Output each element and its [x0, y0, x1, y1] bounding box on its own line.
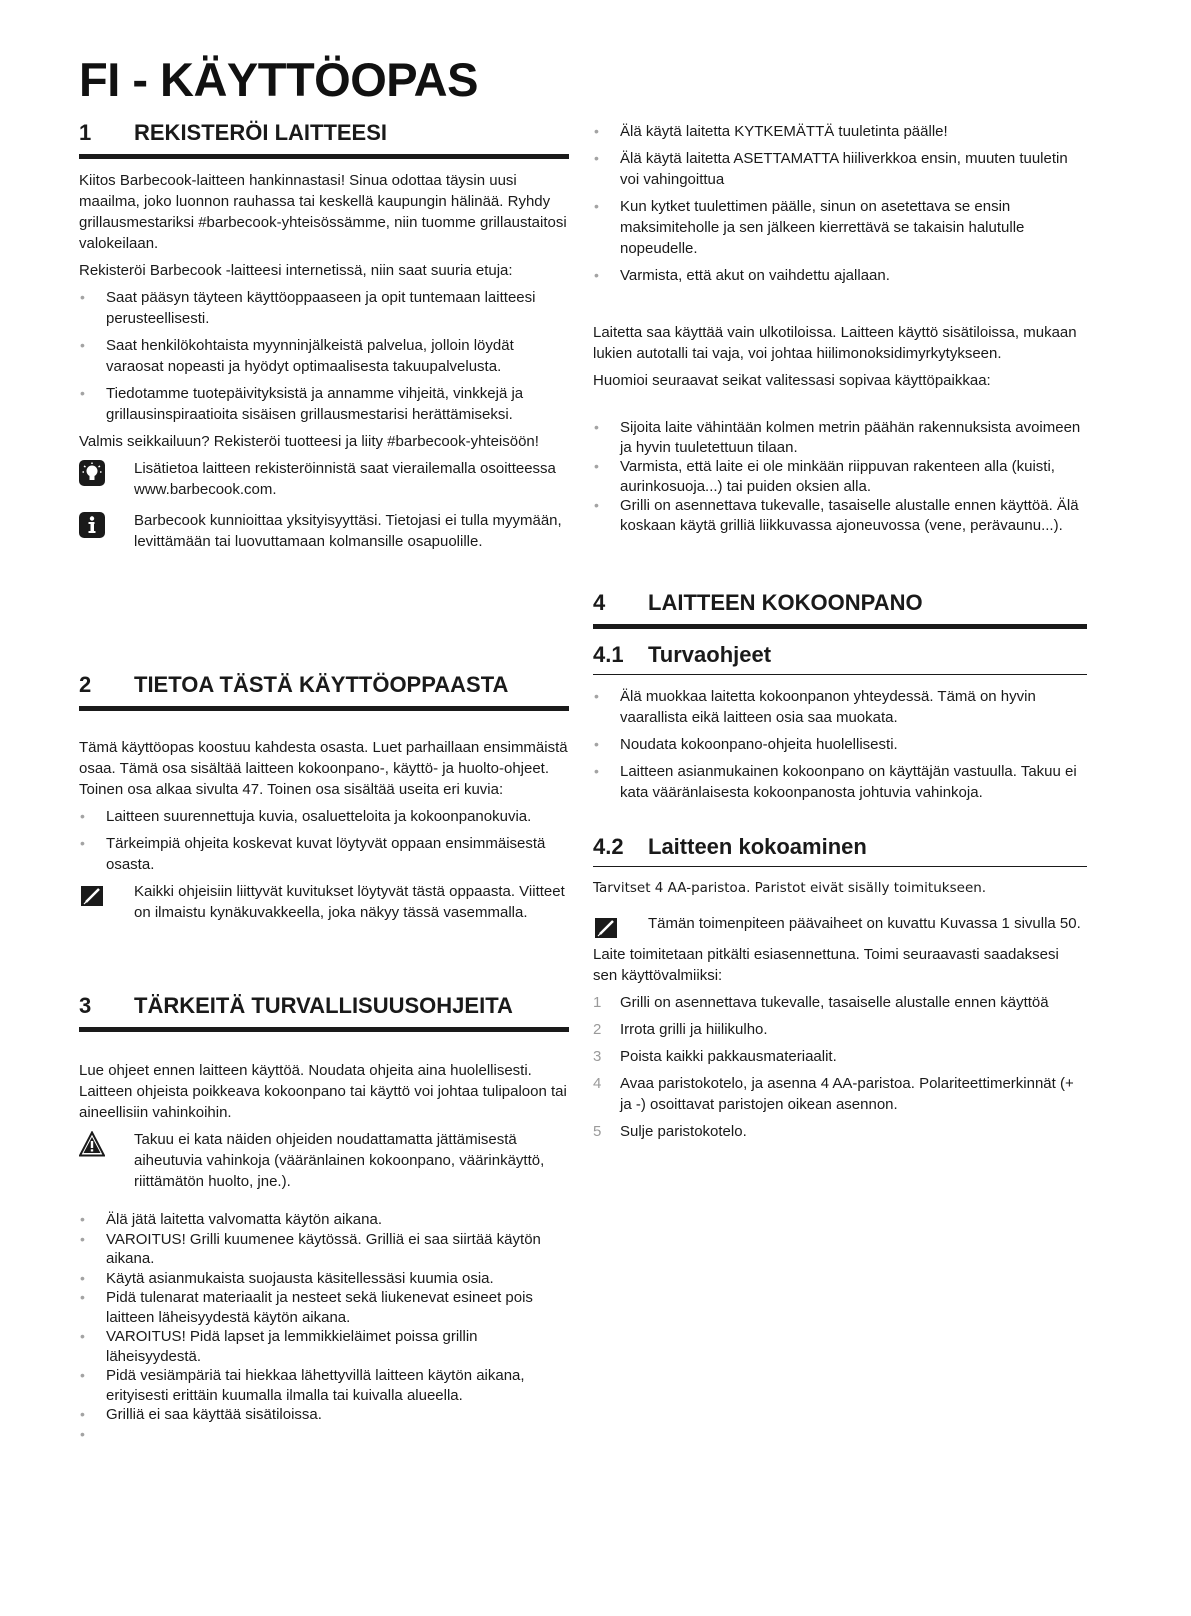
- section-3-title: TÄRKEITÄ TURVALLISUUSOHJEITA: [134, 993, 513, 1018]
- list-item: • Laitteen suurennettuja kuvia, osaluetteloita ja kokoonpanokuvia.: [79, 806, 569, 827]
- benefits-list: [79, 287, 569, 425]
- tip-note-text: Lisätietoa laitteen rekisteröinnistä saat vierailemalla osoitteessa www.barbecook.com.: [134, 460, 556, 498]
- list-item: • Tärkeimpiä ohjeita koskevat kuvat löytyvät oppaan ensimmäisestä osasta.: [79, 833, 569, 875]
- location-list-wrap: [593, 418, 1087, 541]
- list-item: • Älä käytä laitetta KYTKEMÄTTÄ tuuletinta päälle!: [593, 121, 1087, 142]
- section-1-heading: 1 REKISTERÖI LAITTEESI: [79, 120, 569, 159]
- list-item: • VAROITUS! Pidä lapset ja lemmikkieläimet poissa grillin läheisyydestä.: [79, 1327, 569, 1366]
- batteries-note: Tarvitset 4 AA-paristoa. Paristot eivät sisälly toimitukseen.: [593, 880, 987, 896]
- warranty-warning: [79, 1129, 569, 1192]
- paragraph: Kiitos Barbecook-laitteen hankinnastasi! Sinua odottaa täysin uusi maailma, joko luonnon rauhassa tai keskellä kaupungin hälinää. Ryhdy grillausmestariksi #barbecook-yhteisössämme, niin tuomme grillaustaitosi valokeilaan.: [79, 172, 567, 252]
- list-item: • Älä käytä laitetta ASETTAMATTA hiiliverkkoa ensin, muuten tuuletin voi vahingoittua: [593, 148, 1087, 190]
- list-item: • Pidä tulenarat materiaalit ja nesteet sekä liukenevat esineet pois laitteen läheisyydestä käytön aikana.: [79, 1288, 569, 1327]
- step-item: 3 Poista kaikki pakkausmateriaalit.: [593, 1048, 837, 1065]
- fan-safety-list: [593, 121, 1087, 286]
- privacy-note-text: Barbecook kunnioittaa yksityisyyttäsi. Tietojasi ei tulla myymään, levittämään tai luovuttamaan kolmansille osapuolille.: [134, 512, 562, 550]
- list-item: • Noudata kokoonpano-ohjeita huolellisesti.: [593, 734, 1087, 755]
- paragraph: Valmis seikkailuun? Rekisteröi tuotteesi ja liity #barbecook-yhteisöön!: [79, 433, 539, 450]
- list-item: • Kun kytket tuulettimen päälle, sinun on asetettava se ensin maksimiteholle ja sen jälkeen kierrettävä se takaisin halutulle nopeudelle.: [593, 196, 1087, 259]
- assembly-steps: [593, 992, 1087, 1142]
- lightbulb-icon: [79, 460, 105, 486]
- section-4-1-title: Turvaohjeet: [648, 642, 772, 667]
- list-item: • Älä jätä laitetta valvomatta käytön aikana.: [79, 1210, 569, 1230]
- pen-icon: [593, 915, 619, 941]
- section-4-title: LAITTEEN KOKOONPANO: [648, 590, 923, 615]
- paragraph: Laitetta saa käyttää vain ulkotiloissa. Laitteen käyttö sisätiloissa, mukaan lukien autotalli tai vaja, voi johtaa hiilimonoksidimyrkytykseen.: [593, 324, 1077, 362]
- section-4-2-heading: 4.2 Laitteen kokoaminen: [593, 834, 1087, 867]
- paragraph: Rekisteröi Barbecook -laitteesi internetissä, niin saat suuria etuja:: [79, 262, 513, 279]
- pen-note: [79, 881, 569, 923]
- pen-icon: [79, 883, 105, 909]
- info-icon: [79, 512, 105, 538]
- location-list: [593, 418, 1087, 535]
- list-item: • Laitteen asianmukainen kokoonpano on käyttäjän vastuulla. Takuu ei kata vääränlaisesta kokoonpanosta johtuvia vahinkoja.: [593, 761, 1087, 803]
- section-1-title: REKISTERÖI LAITTEESI: [134, 120, 388, 145]
- location-section: [593, 322, 1087, 397]
- list-item: • Grilli on asennettava tukevalle, tasaiselle alustalle ennen käyttöä. Älä koskaan käytä grilliä liikkuvassa ajoneuvossa (vene, perävaunu...).: [593, 496, 1087, 535]
- warranty-warning-text: Takuu ei kata näiden ohjeiden noudattamatta jättämisestä aiheutuvia vahinkoja (vääränlainen kokoonpano, väärinkäyttö, riittämätön huolto, jne.).: [134, 1131, 545, 1190]
- list-item: • Grilliä ei saa käyttää sisätiloissa.: [79, 1405, 569, 1425]
- list-item: • Varmista, että laite ei ole minkään riippuvan rakenteen alla (kuisti, aurinkosuoja...) tai puiden oksien alla.: [593, 457, 1087, 496]
- step-item: 4 Avaa paristokotelo, ja asenna 4 AA-paristoa. Polariteettimerkinnät (+ ja -) osoittavat paristojen oikean asennon.: [593, 1075, 1074, 1113]
- section-3-safety-list-left: [79, 1210, 569, 1450]
- list-item: • Saat pääsyn täyteen käyttöoppaaseen ja opit tuntemaan laitteesi perusteellisesti.: [79, 287, 569, 329]
- step-item: 1 Grilli on asennettava tukevalle, tasaiselle alustalle ennen käyttöä: [593, 994, 1049, 1011]
- section-2-heading: 2 TIETOA TÄSTÄ KÄYTTÖOPPAASTA: [79, 672, 569, 711]
- section-1-body: [79, 170, 569, 562]
- list-item: • Älä muokkaa laitetta kokoonpanon yhteydessä. Tämä on hyvin vaarallista eikä laitteen osia saa muokata.: [593, 686, 1087, 728]
- paragraph: Tämä käyttöopas koostuu kahdesta osasta. Luet parhaillaan ensimmäistä osaa. Tämä osa sisältää laitteen kokoonpano-, käyttö- ja huolto-ohjeet. Toinen osa alkaa sivulta 47. Toinen osa sisältää useita eri kuvia:: [79, 739, 568, 798]
- list-item: • Pidä vesiämpäriä tai hiekkaa lähettyvillä laitteen käytön aikana, erityisesti erittäin kuumalla ilmalla tai kuivalla alueella.: [79, 1366, 569, 1405]
- section-4-2-title: Laitteen kokoaminen: [648, 834, 867, 859]
- section-3-safety-list-right: [593, 121, 1087, 292]
- list-item: • Sijoita laite vähintään kolmen metrin päähän rakennuksista avoimeen ja hyvin tuuletettuun tilaan.: [593, 418, 1087, 457]
- pen-note-text: Tämän toimenpiteen päävaiheet on kuvattu Kuvassa 1 sivulla 50.: [648, 915, 1081, 932]
- pen-note-text: Kaikki ohjeisiin liittyvät kuvitukset löytyvät tästä oppaasta. Viitteet on ilmaistu kynäkuvakkeella, joka näkyy tässä vasemmalla.: [134, 883, 565, 921]
- section-4-1-body: [593, 686, 1087, 809]
- paragraph: Laite toimitetaan pitkälti esiasennettuna. Toimi seuraavasti saadaksesi sen käyttövalmiiksi:: [593, 946, 1059, 984]
- images-list: [79, 806, 569, 875]
- section-4-heading: 4 LAITTEEN KOKOONPANO: [593, 590, 1087, 629]
- section-2-body: [79, 737, 569, 933]
- paragraph: Lue ohjeet ennen laitteen käyttöä. Noudata ohjeita aina huolellisesti. Laitteen ohjeista poikkeava kokoonpano tai käyttö voi johtaa tulipaloon tai aineellisiin vahinkoihin.: [79, 1062, 567, 1121]
- step-item: 2 Irrota grilli ja hiilikulho.: [593, 1021, 768, 1038]
- list-item: • VAROITUS! Grilli kuumenee käytössä. Grilliä ei saa siirtää käytön aikana.: [79, 1230, 569, 1269]
- step-item: 5 Sulje paristokotelo.: [593, 1123, 747, 1140]
- section-2-title: TIETOA TÄSTÄ KÄYTTÖOPPAASTA: [134, 672, 509, 697]
- list-item: [79, 1425, 569, 1445]
- section-4-2-body: [593, 878, 1087, 1148]
- list-item: • Varmista, että akut on vaihdettu ajallaan.: [593, 265, 1087, 286]
- document-title: FI - KÄYTTÖOPAS: [79, 53, 478, 106]
- list-item: • Käytä asianmukaista suojausta käsitellessäsi kuumia osia.: [79, 1269, 569, 1289]
- warning-icon: [79, 1131, 105, 1157]
- paragraph: Huomioi seuraavat seikat valitessasi sopivaa käyttöpaikkaa:: [593, 372, 991, 389]
- section-3-heading: 3 TÄRKEITÄ TURVALLISUUSOHJEITA: [79, 993, 569, 1032]
- tip-note: [79, 458, 569, 500]
- list-item: • Saat henkilökohtaista myynninjälkeistä palvelua, jolloin löydät varaosat nopeasti ja hyödyt optimaalisesta takuupalvelusta.: [79, 335, 569, 377]
- privacy-note: [79, 510, 569, 552]
- list-item: • Tiedotamme tuotepäivityksistä ja annamme vihjeitä, vinkkejä ja grillausinspiraatioita sisäisen grillausmestarisi herättämiseksi.: [79, 383, 569, 425]
- pen-note-figure: [593, 913, 1087, 934]
- section-3-body: [79, 1060, 569, 1212]
- assembly-safety-list: [593, 686, 1087, 803]
- section-4-1-heading: 4.1 Turvaohjeet: [593, 642, 1087, 675]
- safety-list: [79, 1210, 569, 1444]
